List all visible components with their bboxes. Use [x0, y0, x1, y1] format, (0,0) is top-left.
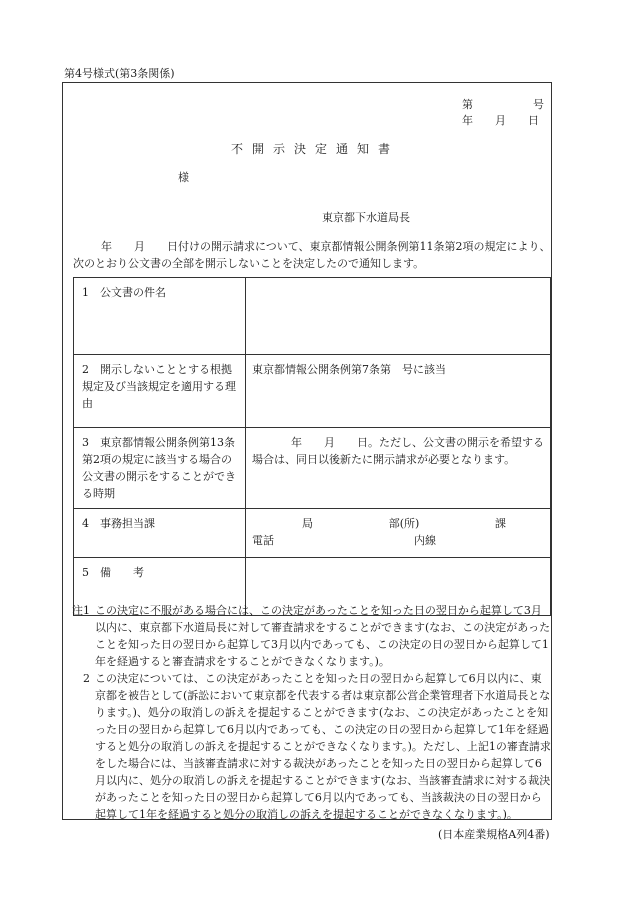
table-row — [74, 428, 551, 509]
note-number: 2 — [83, 672, 90, 685]
note-number: 注1 — [72, 604, 90, 617]
note-item — [62, 670, 552, 823]
table-row — [74, 278, 551, 355]
row1-value — [246, 278, 551, 355]
date-month: 月 — [495, 114, 506, 127]
row4-label: 4 事務担当課 — [74, 509, 246, 558]
decision-table — [73, 277, 551, 616]
document-date — [462, 112, 539, 128]
note-text: この決定に不服がある場合には、この決定があったことを知った日の翌日から起算して3月以内に、東京都下水道局長に対して審査請求をすることができます(なお、この決定があったことを知った日の翌日から起算して3月以内であっても、この決定の日の翌日から起算して1年を経過すると審査請求をすることができなくなります。)。 — [95, 604, 551, 668]
row2-value: 東京都情報公開条例第7条第 号に該当 — [246, 355, 551, 428]
form-label: 第4号様式(第3条関係) — [64, 67, 175, 80]
document-title: 不開示決定通知書 — [230, 142, 399, 156]
note-item — [62, 602, 552, 670]
row2-label: 2 開示しないこととする根拠規定及び当該規定を適用する理由 — [74, 355, 246, 428]
doc-number-prefix: 第 — [462, 98, 473, 111]
extension-label: 内線 — [414, 534, 436, 547]
row1-label: 1 公文書の件名 — [74, 278, 246, 355]
row3-value: 年 月 日。ただし、公文書の開示を希望する場合は、同日以後新たに開示請求が必要となります。 — [246, 428, 551, 509]
table-row — [74, 509, 551, 558]
row4-value — [246, 509, 551, 558]
doc-number-suffix: 号 — [533, 98, 544, 111]
addressee-suffix: 様 — [178, 171, 189, 184]
row3-label: 3 東京都情報公開条例第13条第2項の規定に該当する場合の公文書の開示をすることができる時期 — [74, 428, 246, 509]
note-text: この決定については、この決定があったことを知った日の翌日から起算して6月以内に、東京都を被告として(訴訟において東京都を代表する者は東京都公営企業管理者下水道局長となります。)、処分の取消しの訴えを提起することができます(なお、この決定があったことを知った日の翌日から起算して6月以内であっても、この決定の日の翌日から起算して1年を経過すると処分の取消しの訴えを提起することができなくなります。)。ただし、上記1の審査請求をした場合には、当該審査請求に対する裁決があったことを知った日の翌日から起算して6月以内に、処分の取消しの訴えを提起することができます(なお、当該審査請求に対する裁決があったことを知った日の翌日から起算して6月以内であっても、当該裁決の日の翌日から起算して1年を経過すると処分の取消しの訴えを提起することができなくなります。)。 — [95, 672, 551, 821]
issuer-name: 東京都下水道局長 — [322, 211, 410, 224]
dept-bureau: 局 — [302, 517, 313, 530]
document-number — [462, 96, 544, 112]
table-row — [74, 355, 551, 428]
body-text: 年 月 日付けの開示請求について、東京都情報公開条例第11条第2項の規定により、次のとおり公文書の全部を開示しないことを決定したので通知します。 — [73, 240, 551, 270]
phone-label: 電話 — [252, 534, 274, 547]
date-day: 日 — [528, 114, 539, 127]
dept-division: 部(所) — [388, 517, 420, 530]
dept-section: 課 — [495, 517, 506, 530]
footer-standard: (日本産業規格A列4番) — [438, 828, 550, 841]
row5-label: 5 備 考 — [74, 558, 246, 616]
date-year: 年 — [462, 114, 473, 127]
notes-section — [62, 602, 552, 823]
